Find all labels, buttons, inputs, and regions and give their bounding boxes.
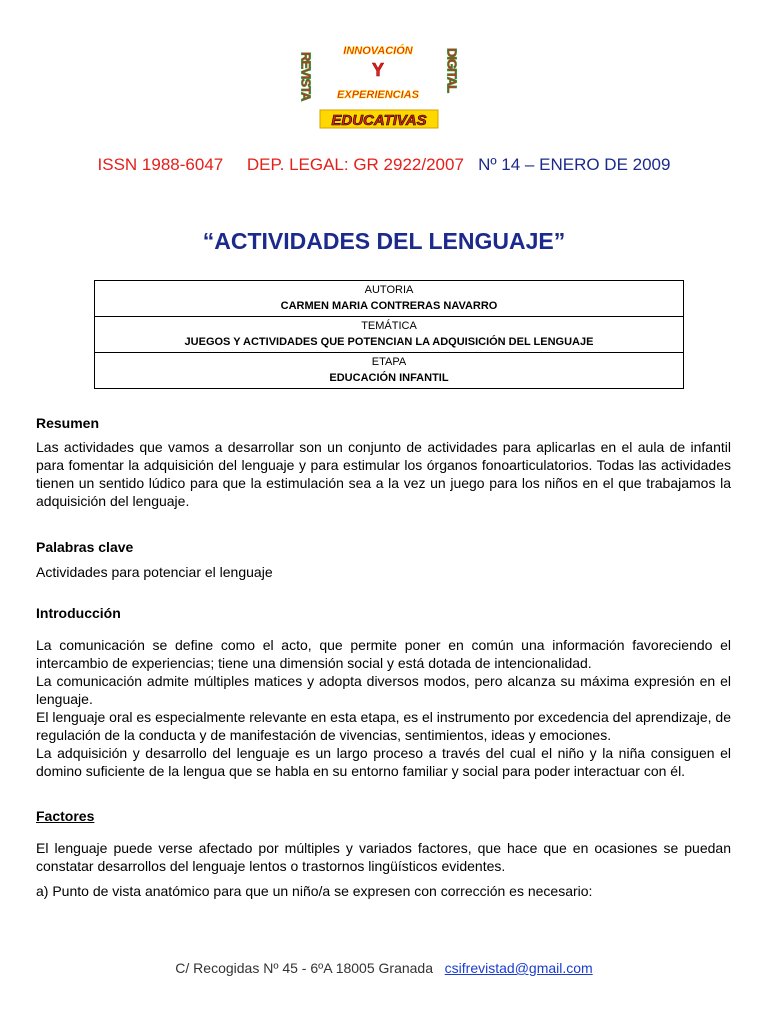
introduccion-p2: La comunicación admite múltiples matices y adopta diversos modos, pero alcanza su máxima expresión en el lenguaje. [36,673,731,707]
logo-side-right: DIGITAL [444,48,460,93]
footer-address: C/ Recogidas Nº 45 - 6ºA 18005 Granada [175,960,433,976]
footer [0,960,768,976]
meta-cell [95,317,684,353]
meta-label: TEMÁTICA [361,320,417,332]
magazine-logo [292,38,464,132]
meta-value: EDUCACIÓN INFANTIL [329,372,449,384]
factores-p2: a) Punto de vista anatómico para que un niño/a se expresen con corrección es necesario: [36,883,593,899]
resumen-heading: Resumen [36,415,100,431]
factores-p1: El lenguaje puede verse afectado por múltiples y variados factores, que hace que en ocasiones se puedan constatar desarrollos del lenguaje lentos o trastornos lingüísticos evidentes. [36,840,731,874]
introduccion-p3: El lenguaje oral es especialmente relevante en esta etapa, es el instrumento por excedencia del aprendizaje, de regulación de la conducta y de manifestación de vivencias, sentimientos, ideas y emociones. [36,709,731,743]
factores-heading: Factores [36,808,95,824]
meta-label: AUTORIA [364,284,414,296]
meta-table [94,280,684,389]
meta-value: CARMEN MARIA CONTRERAS NAVARRO [280,300,498,312]
issn: ISSN 1988-6047 [97,155,224,174]
palabras-clave-text: Actividades para potenciar el lenguaje [36,564,273,580]
logo-y: Y [371,60,385,80]
resumen-text: Las actividades que vamos a desarrollar son un conjunto de actividades para aplicarlas en el aula de infantil para fomentar la adquisición del lenguaje y para estimular los órganos fonoarticulatorios. Todas las actividades tienen un sentido lúdico para que la estimulación sea a la vez un juego para los niños en el que trabajamos la adquisición del lenguaje. [36,439,731,509]
dep-legal: DEP. LEGAL: GR 2922/2007 [246,155,464,174]
introduccion-p1: La comunicación se define como el acto, que permite poner en común una información favoreciendo el intercambio de experiencias; tiene una dimensión social y está dotada de intencionalidad. [36,637,731,671]
logo-side-left: REVISTA [298,52,314,101]
introduccion-heading: Introducción [36,605,121,621]
meta-row-tematica [95,317,684,353]
issn-line [0,155,768,175]
issue-number: Nº 14 – ENERO DE 2009 [478,155,671,174]
logo-innovacion: INNOVACIÓN [343,45,413,57]
meta-row-etapa [95,353,684,389]
document-title: “ACTIVIDADES DEL LENGUAJE” [202,228,566,254]
article-body [36,414,731,900]
meta-label: ETAPA [371,356,407,368]
logo-experiencias: EXPERIENCIAS [337,89,419,101]
introduccion-p4: La adquisición y desarrollo del lenguaje es un largo proceso a través del cual el niño y la niña consiguen el domino suficiente de la lengua que se habla en su entorno familiar y social para poder interactuar con él. [36,745,731,779]
meta-cell [95,281,684,317]
meta-row-autoria [95,281,684,317]
meta-value: JUEGOS Y ACTIVIDADES QUE POTENCIAN LA ADQUISICIÓN DEL LENGUAJE [184,336,594,348]
footer-email-link[interactable]: csifrevistad@gmail.com [444,960,593,976]
logo-educativas: EDUCATIVAS [331,112,427,129]
palabras-clave-heading: Palabras clave [36,539,134,555]
meta-cell [95,353,684,389]
